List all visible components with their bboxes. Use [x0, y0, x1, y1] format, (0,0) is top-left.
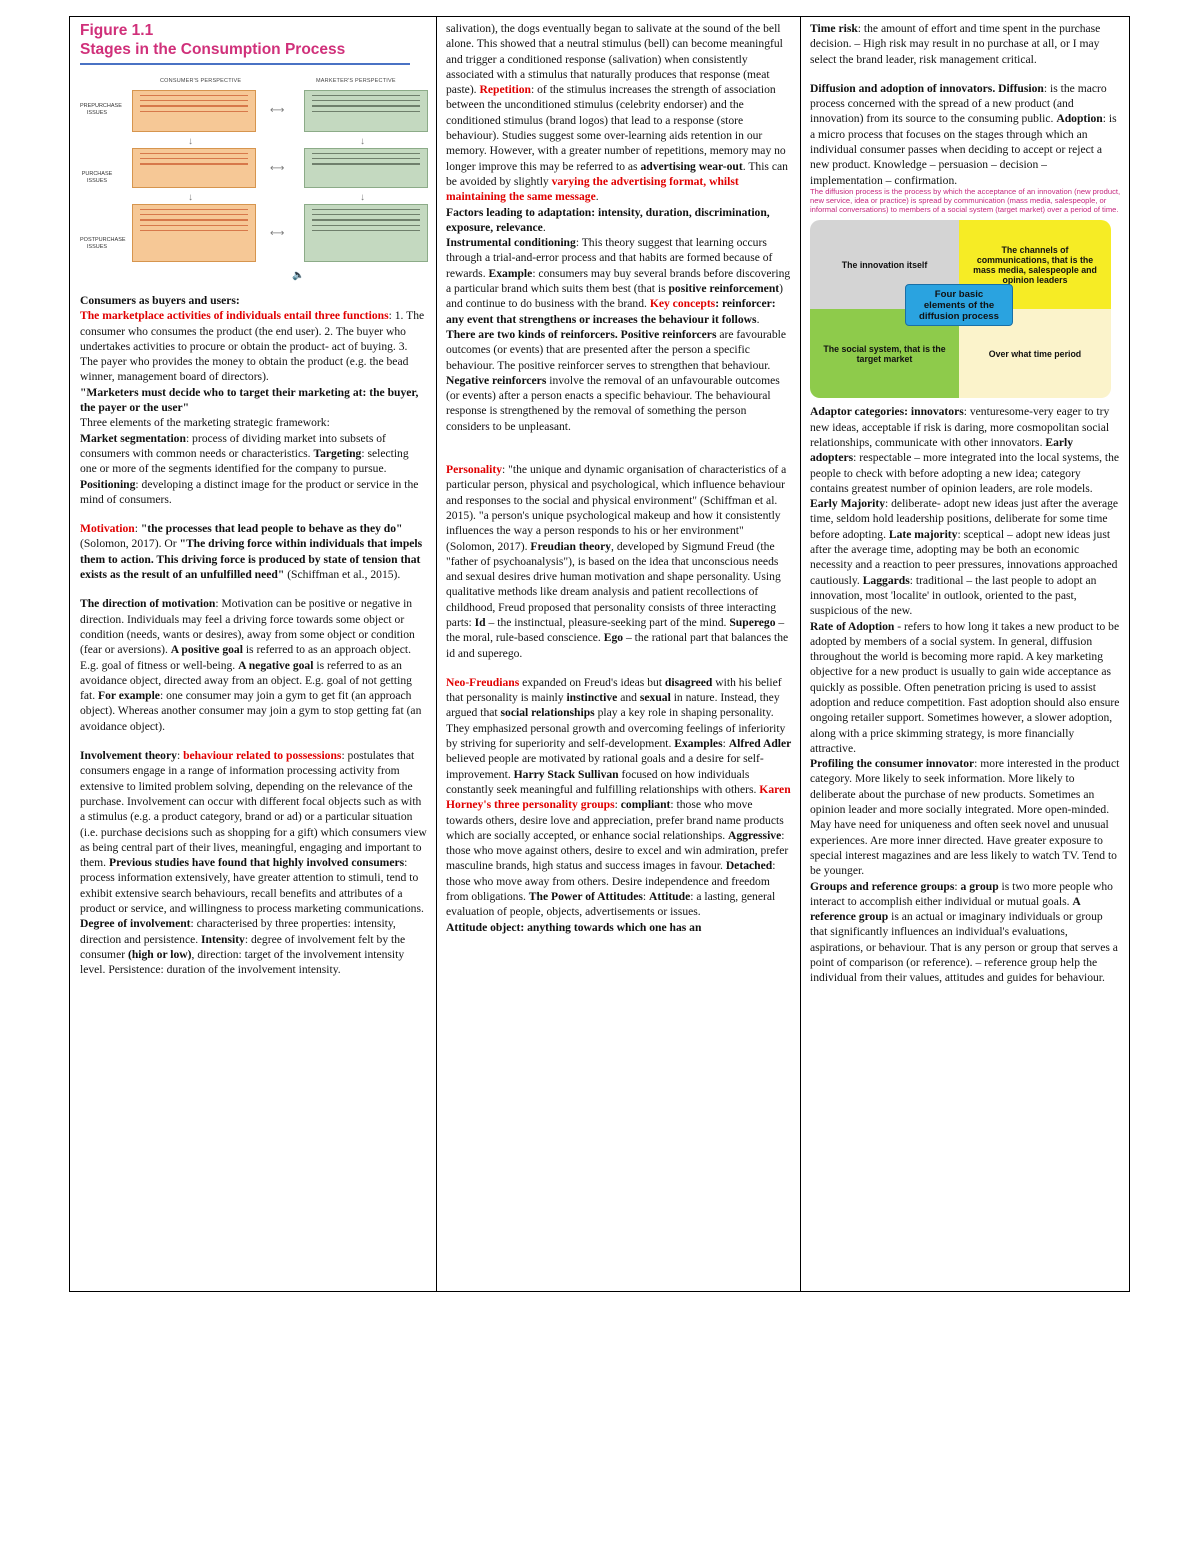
marketer-perspective-header: MARKETER'S PERSPECTIVE	[316, 78, 396, 84]
document-page	[69, 16, 1130, 1292]
down-arrow-icon: ↓	[360, 136, 365, 147]
strategic-framework-paragraph: Three elements of the marketing strategic framework: Market segmentation: process of dividing market into subsets of consumers with common needs or characteristics. Targeting: selecting one or more of the segments identified for the company to pursue. Positioning: developing a distinct image for the product or service in the mind of consumers.	[80, 416, 419, 506]
marketers-decide-quote: "Marketers must decide who to target their marketing at: the buyer, the payer or the user"	[80, 385, 419, 415]
double-arrow-icon: ⟷	[270, 163, 285, 174]
reference-groups-paragraph: Groups and reference groups: a group is two more people who interact to accomplish either individual or mutual goals. A reference group is an actual or imaginary individuals or group that significantly influences an individual's evaluations, aspirations, or behaviour. That is any person or group that serves a point of comparison (or reference). – reference group help the individual from their values, attitudes and guides for behaviour.	[810, 879, 1118, 985]
personality-paragraph: Personality: "the unique and dynamic organisation of characteristics of a particular person, physical and psychological, which influence behaviour and responses to the social and physical environment" (Schiffman et al. 2015). "a person's unique psychological makeup and how it consistently influences the way a person responds to his or her environment" (Solomon, 2017). Freudian theory, developed by Sigmund Freud (the "father of psychoanalysis"), is based on the idea that unconscious needs and sexual desires drive human motivation and shape personality. Using qualitative methods like dream analysis and patient recollections of childhood, Freud proposed that personality consists of three interacting parts: Id – the instinctual, pleasure-seeking part of the mind. Superego – the moral, rule-based conscience. Ego – the rational part that balances the id and superego.	[446, 463, 789, 660]
consumers-paragraph: Consumers as buyers and users: The marketplace activities of individuals entail three functions: 1. The consumer who consumes the product (the end user). 2. The buyer who undertakes activities to procure or obtain the product- act of buying. 3. The payer who provides the money to obtain the product (e.g. the bead winner, management board of directors).	[80, 294, 425, 384]
double-arrow-icon: ⟷	[270, 105, 285, 116]
figure-label: Figure 1.1	[80, 22, 154, 39]
adaptation-factors: Factors leading to adaptation: intensity, duration, discrimination, exposure, relevance.	[446, 205, 770, 234]
diffusion-diagram	[810, 220, 1121, 402]
column-1	[70, 17, 437, 1291]
figure-title: Stages in the Consumption Process	[80, 41, 346, 58]
rate-of-adoption-paragraph: Rate of Adoption - refers to how long it takes a new product to be adopted by members of a social system. In general, diffusion throughout the world is becoming more rapid. A key marketing objective for a new product is usually to gain wide acceptance as quickly as possible. Often penetration pricing is used to assist adoption and reduce competition. Fast adoption should also ensure ongoing retailer support. Sometimes however, a slower adoption, along with a price skimming strategy, is more financially attractive.	[810, 619, 1120, 755]
down-arrow-icon: ↓	[360, 192, 365, 203]
down-arrow-icon: ↓	[188, 136, 193, 147]
column-2	[437, 17, 801, 1291]
marketer-box-purchase	[304, 148, 428, 188]
reinforcers-paragraph: There are two kinds of reinforcers. Positive reinforcers are favourable outcomes (or events) that are presented after the person a specific behaviour. The positive reinforcer serves to strengthen that behaviour. Negative reinforcers involve the removal of an unfavourable outcomes (or events) after a person enacts a specific behaviour. The behavioural response is strengthened by the removal of something the person considers to be unpleasant.	[446, 327, 786, 433]
adaptor-categories-paragraph: Adaptor categories: innovators: venturesome-very eager to try new ideas, acceptable if risk is daring, more cosmopolitan social relationships, communicate with other innovators. Early adopters: respectable – more integrated into the local systems, the people to check with before adopting a new idea; category contains greatest number of opinion leaders, are role models. Early Majority: deliberate- adopt new ideas just after the average time, seldom hold leadership positions, deliberate for some time before adopting. Late majority: sceptical – adopt new ideas just after the average time, adopting may be both an economic necessity and a reaction to peer pressures, innovations approached cautiously. Laggards: traditional – the last people to adopt an innovation, most 'localite' in outlook, oriented to the past, suspicious of the new.	[810, 405, 1120, 618]
column-3	[801, 17, 1129, 1291]
stage-postpurchase: POSTPURCHASE ISSUES	[80, 237, 126, 250]
figure-title-rule	[80, 63, 410, 65]
consumer-box-postpurchase	[132, 204, 256, 262]
neo-freudians-paragraph: Neo-Freudians expanded on Freud's ideas but disagreed with his belief that personality is mainly instinctive and sexual in nature. Instead, they argued that social relationships play a key role in shaping personality. They emphasized personal growth and overcoming feelings of inferiority by striving for superiority and self-development. Examples: Alfred Adler believed people are motivated by rational goals and a desire for self-improvement. Harry Stack Sullivan focused on how individuals constantly seek meaningful and fulfilling relationships with others. Karen Horney's three personality groups: compliant: those who move towards others, desire love and appreciation, prefer brand name products which are socially accepted, or enhance social relationships. Aggressive: those who move against others, desire to excel and win admiration, prefer masculine brands, high status and success images in favour. Detached: those who move away from others. Desire independence and freedom from obligations. The Power of Attitudes: Attitude: a lasting, general evaluation of people, objects, advertisements or issues. Attitude object: anything towards which one has an	[446, 675, 792, 934]
consumer-perspective-header: CONSUMER'S PERSPECTIVE	[160, 78, 242, 84]
speaker-icon: 🔈	[292, 270, 305, 281]
diagram-channels-quadrant: The channels of communications, that is the mass media, salespeople and opinion leaders	[959, 220, 1111, 309]
stage-prepurchase: PREPURCHASE ISSUES	[80, 103, 122, 116]
instrumental-conditioning-paragraph: Instrumental conditioning: This theory suggest that learning occurs through a trial-and-error process and that habits are formed because of rewards. Example: consumers may buy several brands before discovering a particular brand which suits them best (that is positive reinforcement) and continue to do business with the brand. Key concepts: reinforcer: any event that strengthens or increases the behaviour it follows.	[446, 236, 791, 326]
stage-purchase: PURCHASE ISSUES	[81, 171, 113, 184]
degree-of-involvement-paragraph: Degree of involvement: characterised by three properties: intensity, direction and persistence. Intensity: degree of involvement felt by the consumer (high or low), direction: target of the involvement intensity level. Persistence: duration of the involvement intensity.	[80, 917, 406, 977]
diffusion-definition: The diffusion process is the process by which the acceptance of an innovation (new product, new service, idea or practice) is spread by communication (mass media, salespeople, or informal conversations) to members of a social system (target market) over a period of time.	[810, 186, 1121, 214]
down-arrow-icon: ↓	[188, 192, 193, 203]
double-arrow-icon: ⟷	[270, 228, 285, 239]
diffusion-adoption-paragraph: Diffusion and adoption of innovators. Diffusion: is the macro process concerned with the spread of a new product (and innovation) from its source to the consuming public. Adoption: is a micro process that focuses on the stages through which an individual consumer passes when deciding to accept or reject a new product. Knowledge – persuasion – decision – implementation – confirmation.	[810, 81, 1117, 187]
marketer-box-prepurchase	[304, 90, 428, 132]
consumer-box-prepurchase	[132, 90, 256, 132]
direction-of-motivation-paragraph: The direction of motivation: Motivation can be positive or negative in direction. Individuals may feel a driving force towards some object or condition (needs, wants or desires), away from some object or condition (fear or aversions). A positive goal is referred to as an approach object. E.g. goal of fitness or well-being. A negative goal is referred to as an avoidance object, directed away from an object. E.g. goal of not getting fat. For example: one consumer may join a gym to get fit (an approach object). Whereas another consumer may join a gym to stop getting fat (an avoidance object).	[80, 597, 422, 733]
classical-conditioning-paragraph: salivation), the dogs eventually began to salivate at the sound of the bell alone. This showed that a neutral stimulus (bell) can become meaningful and trigger a conditioned response (salivation) when consistently associated with a stimulus that naturally produces that response (meat paste). Repetition: of the stimulus increases the strength of association between the unconditioned stimulus (celebrity endorser) and the conditioned stimulus (brand logos) that lead to a response (store behaviour). Studies suggest some over-learning aids retention in our memory. However, with a greater number of repetitions, memory may no longer improve this may be referred to as advertising wear-out. This can be avoided by slightly varying the advertising format, whilst maintaining the same message.	[446, 22, 788, 204]
diagram-social-system-quadrant: The social system, that is the target market	[810, 309, 959, 398]
diagram-center-label: Four basic elements of the diffusion process	[905, 284, 1013, 326]
figure-1-1	[80, 21, 428, 281]
time-risk-paragraph: Time risk: the amount of effort and time spent in the purchase decision. – High risk may result in no purchase at all, or I may select the brand leader, risk management critical.	[810, 22, 1101, 66]
diagram-innovation-quadrant: The innovation itself	[810, 220, 959, 309]
consumer-innovator-paragraph: Profiling the consumer innovator: more interested in the product category. More likely to seek information. More likely to deliberate about the purchase of new products. Sometimes an opinion leader and more socially integrated. More open-minded. May have need for uniqueness and often seek novel and unusual experiences. Are more inner directed. Have greater exposure to special interest magazines and are less likely to watch TV. Tend to be younger.	[810, 757, 1120, 878]
consumer-box-purchase	[132, 148, 256, 188]
marketer-box-postpurchase	[304, 204, 428, 262]
motivation-paragraph: Motivation: "the processes that lead people to behave as they do" (Solomon, 2017). Or "The driving force within individuals that impels them to action. This driving force is produced by state of tension that exists as the result of an unfulfilled need" (Schiffman et al., 2015).	[80, 522, 423, 582]
involvement-theory-paragraph: Involvement theory: behaviour related to possessions: postulates that consumers engage in a range of information processing activity from extensive to limited problem solving, depending on the relevance of the purchase. Involvement can occur with different focal objects such as with a stimulus (e.g. a product category, brand or ad) or a particular situation (i.e. purchase decisions such as shopping for a gift) which consumers view as being central part of their lives, meaningful, engaging and important to them. Previous studies have found that highly involved consumers: process information extensively, have greater attention to stimuli, tend to exhibit extensive search behaviours, recall benefits and attributes of a product or service, and willingness to process marketing communications.	[80, 749, 427, 915]
diagram-time-period-quadrant: Over what time period	[959, 309, 1111, 398]
